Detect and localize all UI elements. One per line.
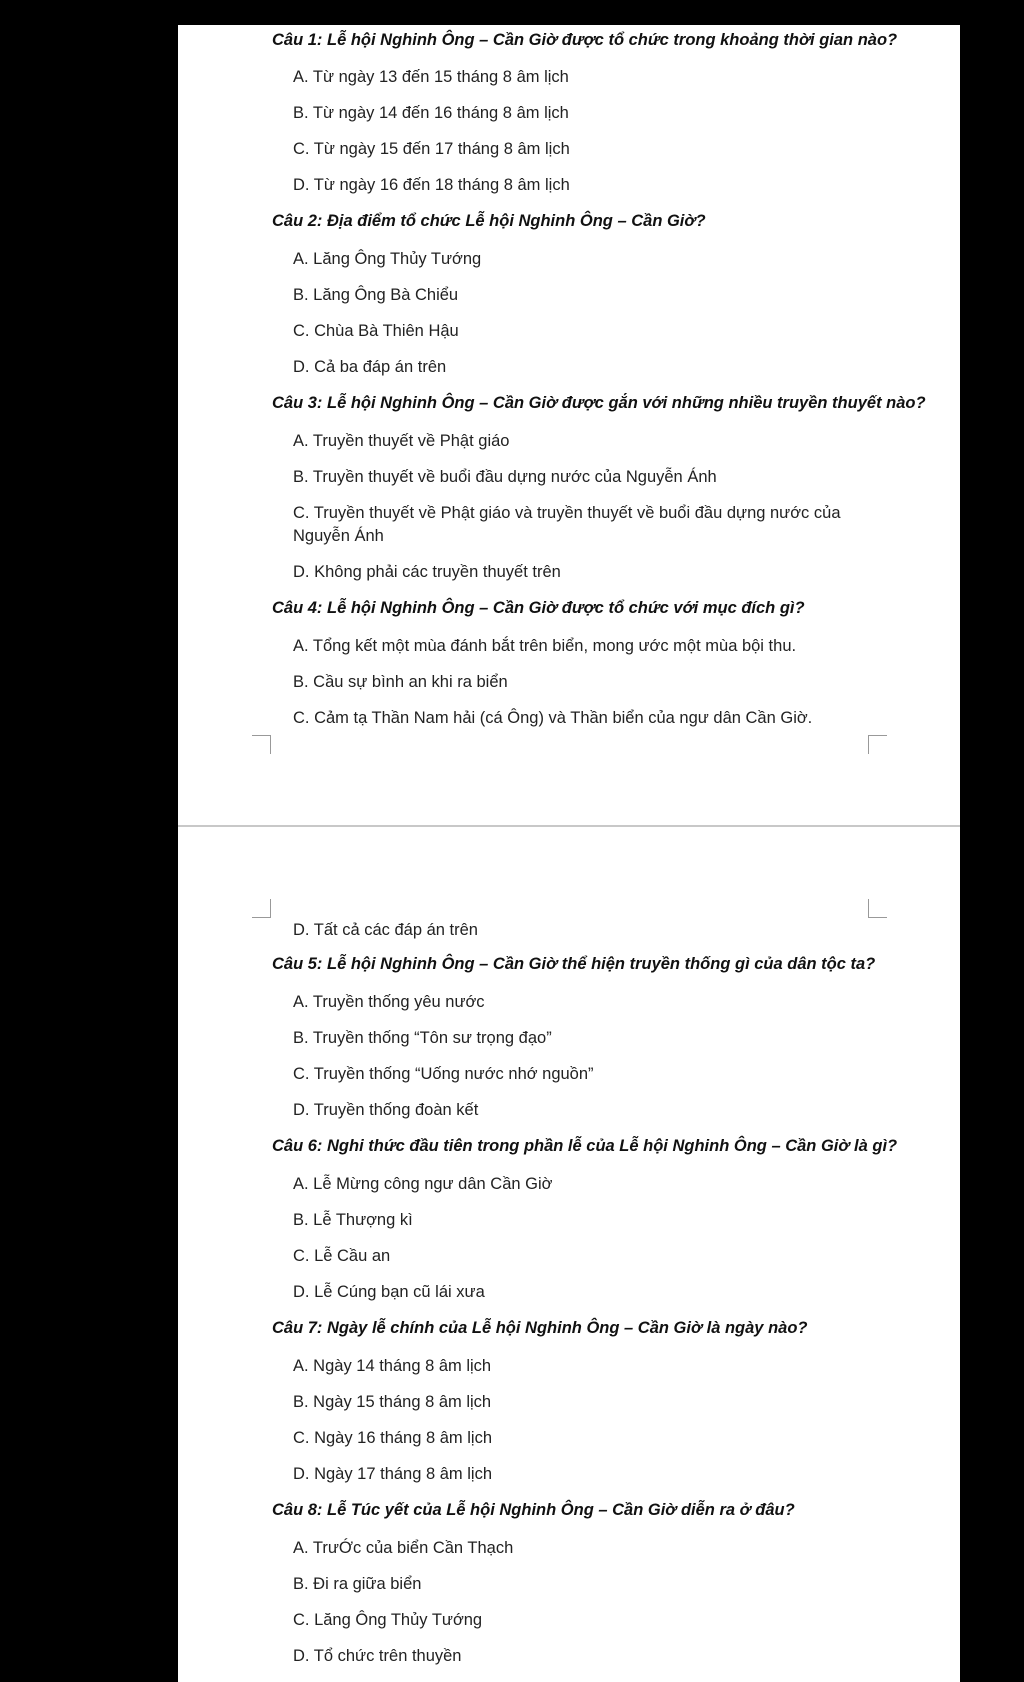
q4-option-c: C. Cảm tạ Thần Nam hải (cá Ông) và Thần biển của ngư dân Cần Giờ. <box>293 709 813 727</box>
q2-option-b: B. Lăng Ông Bà Chiểu <box>293 286 459 304</box>
q5-option-a: A. Truyền thống yêu nước <box>293 993 485 1011</box>
question-6: Câu 6: Nghi thức đầu tiên trong phần lễ của Lễ hội Nghinh Ông – Cần Giờ là gì? <box>272 1137 898 1155</box>
document-page-bottom <box>178 827 960 1682</box>
q8-option-b: B. Đi ra giữa biển <box>293 1575 422 1593</box>
q6-option-b: B. Lễ Thượng kì <box>293 1211 413 1229</box>
q4-option-b: B. Cầu sự bình an khi ra biển <box>293 673 508 691</box>
q6-option-a: A. Lễ Mừng công ngư dân Cần Giờ <box>293 1175 553 1193</box>
q5-option-d: D. Truyền thống đoàn kết <box>293 1101 479 1119</box>
q2-option-c: C. Chùa Bà Thiên Hậu <box>293 322 459 340</box>
question-5: Câu 5: Lễ hội Nghinh Ông – Cần Giờ thể hiện truyền thống gì của dân tộc ta? <box>272 955 876 973</box>
q7-option-a: A. Ngày 14 tháng 8 âm lịch <box>293 1357 492 1375</box>
q7-option-d: D. Ngày 17 tháng 8 âm lịch <box>293 1465 493 1483</box>
q6-option-d: D. Lễ Cúng bạn cũ lái xưa <box>293 1283 485 1301</box>
question-8: Câu 8: Lễ Túc yết của Lễ hội Nghinh Ông – Cần Giờ diễn ra ở đâu? <box>272 1501 795 1519</box>
page-corner-marker <box>252 735 271 754</box>
question-4: Câu 4: Lễ hội Nghinh Ông – Cần Giờ được tổ chức với mục đích gì? <box>272 599 805 617</box>
q5-option-c: C. Truyền thống “Uống nước nhớ nguồn” <box>293 1065 594 1083</box>
q3-option-c: C. Truyền thuyết về Phật giáo và truyền thuyết về buổi đầu dựng nước của Nguyễn Ánh <box>293 504 841 545</box>
q1-option-c: C. Từ ngày 15 đến 17 tháng 8 âm lịch <box>293 140 570 158</box>
page-corner-marker <box>868 735 887 754</box>
page-corner-marker <box>868 899 887 918</box>
q8-option-c: C. Lăng Ông Thủy Tướng <box>293 1611 483 1629</box>
page-corner-marker <box>252 899 271 918</box>
q2-option-a: A. Lăng Ông Thủy Tướng <box>293 250 482 268</box>
q4-option-d: D. Tất cả các đáp án trên <box>293 921 478 939</box>
q5-option-b: B. Truyền thống “Tôn sư trọng đạo” <box>293 1029 552 1047</box>
q1-option-b: B. Từ ngày 14 đến 16 tháng 8 âm lịch <box>293 104 569 122</box>
q8-option-d: D. Tổ chức trên thuyền <box>293 1647 462 1665</box>
question-7: Câu 7: Ngày lễ chính của Lễ hội Nghinh Ông – Cần Giờ là ngày nào? <box>272 1319 808 1337</box>
q3-option-d: D. Không phải các truyền thuyết trên <box>293 563 561 581</box>
q4-option-a: A. Tổng kết một mùa đánh bắt trên biển, mong ước một mùa bội thu. <box>293 637 797 655</box>
q1-option-a: A. Từ ngày 13 đến 15 tháng 8 âm lịch <box>293 68 569 86</box>
q3-option-b: B. Truyền thuyết về buổi đầu dựng nước của Nguyễn Ánh <box>293 468 717 486</box>
q6-option-c: C. Lễ Cầu an <box>293 1247 391 1265</box>
q7-option-b: B. Ngày 15 tháng 8 âm lịch <box>293 1393 492 1411</box>
question-3: Câu 3: Lễ hội Nghinh Ông – Cần Giờ được gắn với những nhiều truyền thuyết nào? <box>272 394 926 412</box>
q3-option-a: A. Truyền thuyết về Phật giáo <box>293 432 510 450</box>
q1-option-d: D. Từ ngày 16 đến 18 tháng 8 âm lịch <box>293 176 570 194</box>
q7-option-c: C. Ngày 16 tháng 8 âm lịch <box>293 1429 493 1447</box>
document-page-top <box>178 25 960 825</box>
question-2: Câu 2: Địa điểm tổ chức Lễ hội Nghinh Ông – Cần Giờ? <box>272 212 706 230</box>
q2-option-d: D. Cả ba đáp án trên <box>293 358 447 376</box>
question-1: Câu 1: Lễ hội Nghinh Ông – Cần Giờ được tổ chức trong khoảng thời gian nào? <box>272 31 898 49</box>
q8-option-a: A. TrưỚc của biển Cần Thạch <box>293 1539 514 1557</box>
